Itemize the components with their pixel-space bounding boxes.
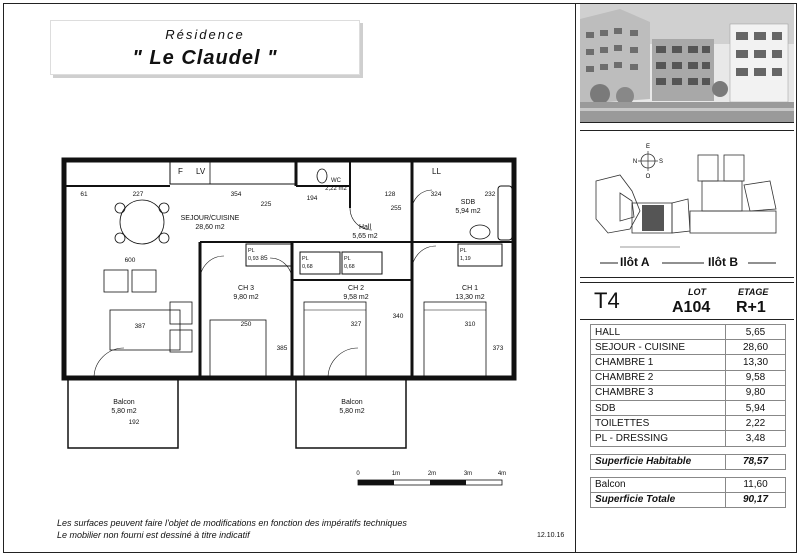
plan-date: 12.10.16	[537, 532, 565, 539]
panel-divider	[575, 3, 576, 553]
ilot-a-label: Ilôt A	[620, 255, 650, 269]
closet-2-area: 0,68	[302, 264, 313, 270]
surface-label: CHAMBRE 2	[591, 370, 726, 385]
closet-1-name: PL	[248, 248, 255, 254]
dim-194: 194	[306, 195, 318, 202]
compass-e: E	[645, 144, 651, 150]
dim-227: 227	[132, 191, 144, 198]
ilot-b-label: Ilôt B	[708, 255, 738, 269]
room-balcon2-name: Balcon	[341, 399, 363, 406]
total-value: 90,17	[726, 492, 786, 507]
surface-row	[591, 340, 786, 355]
surface-value: 5,94	[726, 400, 786, 415]
dim-373: 373	[492, 345, 504, 352]
total-row	[591, 492, 786, 507]
closet-2-name: PL	[302, 256, 309, 262]
surface-row	[591, 370, 786, 385]
surface-label: HALL	[591, 325, 726, 340]
closet-4-area: 1,19	[460, 256, 471, 262]
room-sejour-name: SEJOUR/CUISINE	[180, 215, 240, 222]
building-photo	[580, 4, 794, 123]
dim-225: 225	[260, 201, 272, 208]
surface-label: CHAMBRE 3	[591, 385, 726, 400]
surface-value: 3,48	[726, 431, 786, 446]
fixture-lv: LV	[196, 167, 206, 176]
surface-row	[591, 431, 786, 446]
room-balcon1-name: Balcon	[113, 399, 135, 406]
room-sdb-name: SDB	[460, 199, 476, 206]
floor-plan	[50, 150, 530, 460]
dim-85: 85	[260, 255, 268, 262]
room-ch3-area: 9,80 m2	[233, 294, 259, 301]
balcon-label: Balcon	[591, 477, 726, 492]
surface-value: 2,22	[726, 416, 786, 431]
dim-340: 340	[392, 313, 404, 320]
scale-bar	[350, 468, 520, 492]
room-sejour-area: 28,60 m2	[195, 224, 225, 231]
title-box	[50, 20, 360, 75]
room-hall-name: Hall	[358, 224, 372, 231]
scale-tick-0: 0	[356, 471, 360, 477]
lot-label: LOT	[688, 287, 706, 297]
site-plan	[580, 130, 794, 278]
room-wc-area: 2,22 m2	[325, 186, 347, 192]
room-ch2-area: 9,58 m2	[343, 294, 369, 301]
etage-label: ETAGE	[738, 287, 769, 297]
lot-header	[580, 282, 794, 320]
residence-name: " Le Claudel "	[132, 47, 278, 69]
surface-row	[591, 325, 786, 340]
surface-label: PL - DRESSING	[591, 431, 726, 446]
room-ch2-name: CH 2	[348, 285, 364, 292]
etage-value: R+1	[736, 299, 766, 316]
room-sdb-area: 5,94 m2	[455, 208, 481, 215]
room-ch1-name: CH 1	[462, 285, 478, 292]
dim-385: 385	[276, 345, 288, 352]
compass-n: N	[632, 159, 638, 165]
room-ch1-area: 13,30 m2	[455, 294, 485, 301]
room-balcon1-area: 5,80 m2	[111, 408, 137, 415]
room-balcon2-area: 5,80 m2	[339, 408, 365, 415]
balcon-value: 11,60	[726, 477, 786, 492]
dim-232: 232	[484, 191, 496, 198]
dim-387: 387	[134, 323, 146, 330]
surface-label: SEJOUR - CUISINE	[591, 340, 726, 355]
dim-61: 61	[80, 191, 88, 198]
surface-row	[591, 400, 786, 415]
surface-value: 9,58	[726, 370, 786, 385]
scale-tick-1m: 1m	[391, 471, 401, 477]
surface-row	[591, 355, 786, 370]
closet-4-name: PL	[460, 248, 467, 254]
closet-3-area: 0,68	[344, 264, 355, 270]
lot-number: A104	[672, 299, 711, 316]
closet-1-area: 0,93	[248, 256, 259, 262]
dim-310: 310	[464, 321, 476, 328]
note-mobilier: Le mobilier non fourni est dessiné à titre indicatif	[57, 530, 250, 540]
scale-tick-2m: 2m	[427, 471, 437, 477]
surface-table	[590, 324, 786, 508]
fixture-ll: LL	[432, 167, 441, 176]
surface-row	[591, 416, 786, 431]
dim-192: 192	[128, 419, 140, 426]
dim-327: 327	[350, 321, 362, 328]
total-label: Superficie Totale	[591, 492, 726, 507]
closet-3-name: PL	[344, 256, 351, 262]
fixture-f: F	[178, 167, 183, 176]
surface-value: 28,60	[726, 340, 786, 355]
scale-tick-4m: 4m	[497, 471, 507, 477]
balcon-row	[591, 477, 786, 492]
habitable-row	[591, 454, 786, 469]
surface-value: 13,30	[726, 355, 786, 370]
compass-o: O	[645, 174, 651, 180]
room-ch3-name: CH 3	[238, 285, 254, 292]
residence-label: Résidence	[165, 27, 245, 42]
dim-255: 255	[390, 205, 402, 212]
dim-354: 354	[230, 191, 242, 198]
dim-128: 128	[384, 191, 396, 198]
surface-value: 5,65	[726, 325, 786, 340]
scale-tick-3m: 3m	[463, 471, 473, 477]
note-surfaces: Les surfaces peuvent faire l'objet de modifications en fonction des impératifs techniques	[57, 518, 407, 528]
surface-label: SDB	[591, 400, 726, 415]
dim-250: 250	[240, 321, 252, 328]
compass-s: S	[658, 159, 664, 165]
habitable-value: 78,57	[726, 454, 786, 469]
surface-row	[591, 385, 786, 400]
surface-label: CHAMBRE 1	[591, 355, 726, 370]
dim-324: 324	[430, 191, 442, 198]
surface-label: TOILETTES	[591, 416, 726, 431]
habitable-label: Superficie Habitable	[591, 454, 726, 469]
dim-600: 600	[124, 257, 136, 264]
apartment-type: T4	[594, 288, 620, 313]
room-wc-name: WC	[331, 178, 341, 184]
room-hall-area: 5,65 m2	[352, 233, 378, 240]
surface-value: 9,80	[726, 385, 786, 400]
